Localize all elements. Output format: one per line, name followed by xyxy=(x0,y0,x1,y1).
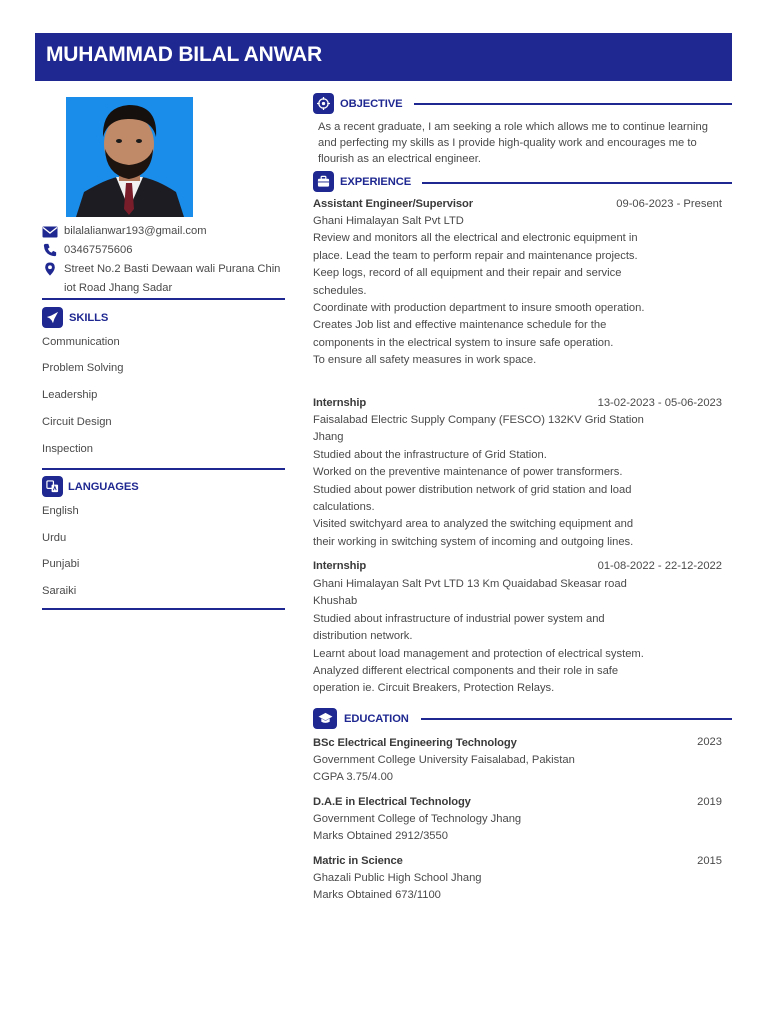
objective-text xyxy=(318,119,738,168)
education-details xyxy=(313,752,693,787)
language-item: English xyxy=(42,505,79,517)
skill-item: Problem Solving xyxy=(42,362,124,374)
detail-line: Ghani Himalayan Salt Pvt LTD xyxy=(313,215,464,227)
detail-line: Coordinate with production department to insure smooth operation. xyxy=(313,302,645,315)
divider xyxy=(42,608,285,610)
experience-dates: 13-02-2023 - 05-06-2023 xyxy=(597,397,722,409)
detail-line: Creates Job list and effective maintenance schedule for the xyxy=(313,319,607,332)
detail-line: place. Lead the team to perform repair and maintenance projects. xyxy=(313,249,638,262)
objective-line: and perfecting my skills as I provide high-quality work and encourages me to xyxy=(318,137,697,150)
email-icon xyxy=(42,225,58,239)
detail-line: their working in switching system of incoming and outgoing lines. xyxy=(313,535,634,548)
experience-details xyxy=(313,576,693,698)
detail-line: Studied about the infrastructure of Grid Station. xyxy=(313,448,547,461)
detail-line: Ghani Himalayan Salt Pvt LTD 13 Km Quaidabad Skeasar road xyxy=(313,578,627,590)
experience-details xyxy=(313,213,693,370)
rocket-icon xyxy=(42,307,63,328)
experience-role: Assistant Engineer/Supervisor xyxy=(313,198,473,210)
skill-item: Communication xyxy=(42,336,120,348)
address-line-1: Street No.2 Basti Dewaan wali Purana Chin xyxy=(64,263,281,275)
experience-title: EXPERIENCE xyxy=(340,176,412,188)
detail-line: Khushab xyxy=(313,595,358,608)
education-title: EDUCATION xyxy=(344,713,409,725)
detail-line: Review and monitors all the electrical and electronic equipment in xyxy=(313,232,638,245)
detail-line: Jhang xyxy=(313,431,344,444)
detail-line: Studied about infrastructure of industrial power system and xyxy=(313,612,605,625)
detail-line: Marks Obtained 673/1100 xyxy=(313,889,441,902)
detail-line: Worked on the preventive maintenance of power transformers. xyxy=(313,466,623,479)
graduation-cap-icon xyxy=(313,708,337,729)
detail-line: calculations. xyxy=(313,501,375,514)
phone-text: 03467575606 xyxy=(64,244,133,256)
skill-item: Inspection xyxy=(42,443,93,455)
detail-line: Government College of Technology Jhang xyxy=(313,813,522,825)
detail-line: Faisalabad Electric Supply Company (FESCO) 132KV Grid Station xyxy=(313,414,644,426)
detail-line: Marks Obtained 2912/3550 xyxy=(313,830,448,843)
experience-role: Internship xyxy=(313,397,367,409)
resume-header xyxy=(35,33,732,81)
detail-line: Visited switchyard area to analyzed the switching equipment and xyxy=(313,518,634,531)
language-item: Urdu xyxy=(42,532,67,544)
divider xyxy=(42,468,285,470)
languages-title: LANGUAGES xyxy=(68,481,139,493)
translate-icon xyxy=(42,476,63,497)
skills-title: SKILLS xyxy=(69,312,109,324)
education-year: 2019 xyxy=(697,796,722,808)
experience-dates: 01-08-2022 - 22-12-2022 xyxy=(597,560,722,572)
education-degree: D.A.E in Electrical Technology xyxy=(313,796,471,808)
section-rule xyxy=(421,718,732,720)
detail-line: Analyzed different electrical components and their role in safe xyxy=(313,665,619,678)
language-item: Saraiki xyxy=(42,585,77,597)
education-details xyxy=(313,870,693,905)
location-pin-icon xyxy=(42,262,58,276)
detail-line: operation ie. Circuit Breakers, Protection Relays. xyxy=(313,682,555,695)
divider xyxy=(42,298,285,300)
experience-details xyxy=(313,412,693,551)
language-item: Punjabi xyxy=(42,558,80,570)
profile-photo xyxy=(66,97,193,217)
experience-role: Internship xyxy=(313,560,367,572)
candidate-name: MUHAMMAD BILAL ANWAR xyxy=(46,43,322,66)
address-line-2: iot Road Jhang Sadar xyxy=(64,282,173,294)
detail-line: components in the electrical system to insure safe operation. xyxy=(313,336,614,349)
detail-line: Learnt about load management and protection of electrical system. xyxy=(313,647,644,660)
education-details xyxy=(313,811,693,846)
objective-line: flourish as an electrical engineer. xyxy=(318,153,481,166)
objective-title: OBJECTIVE xyxy=(340,98,403,110)
education-degree: Matric in Science xyxy=(313,855,403,867)
section-rule xyxy=(422,182,732,184)
education-degree: BSc Electrical Engineering Technology xyxy=(313,737,517,749)
detail-line: schedules. xyxy=(313,284,367,297)
experience-dates: 09-06-2023 - Present xyxy=(616,198,722,210)
phone-icon xyxy=(42,243,58,257)
detail-line: distribution network. xyxy=(313,630,413,643)
skill-item: Circuit Design xyxy=(42,416,112,428)
detail-line: Government College University Faisalabad, Pakistan xyxy=(313,754,575,766)
skill-item: Leadership xyxy=(42,389,98,401)
objective-line: As a recent graduate, I am seeking a role which allows me to continue learning xyxy=(318,121,708,133)
education-year: 2023 xyxy=(697,736,722,748)
detail-line: To ensure all safety measures in work space. xyxy=(313,354,537,367)
detail-line: Studied about power distribution network of grid station and load xyxy=(313,483,632,496)
education-year: 2015 xyxy=(697,855,722,867)
detail-line: CGPA 3.75/4.00 xyxy=(313,771,394,784)
briefcase-icon xyxy=(313,171,334,192)
address-text xyxy=(64,260,289,298)
section-rule xyxy=(414,103,732,105)
detail-line: Keep logs, record of all equipment and their repair and service xyxy=(313,267,622,280)
email-text: bilalalianwar193@gmail.com xyxy=(64,225,207,237)
target-icon xyxy=(313,93,334,114)
detail-line: Ghazali Public High School Jhang xyxy=(313,872,482,884)
